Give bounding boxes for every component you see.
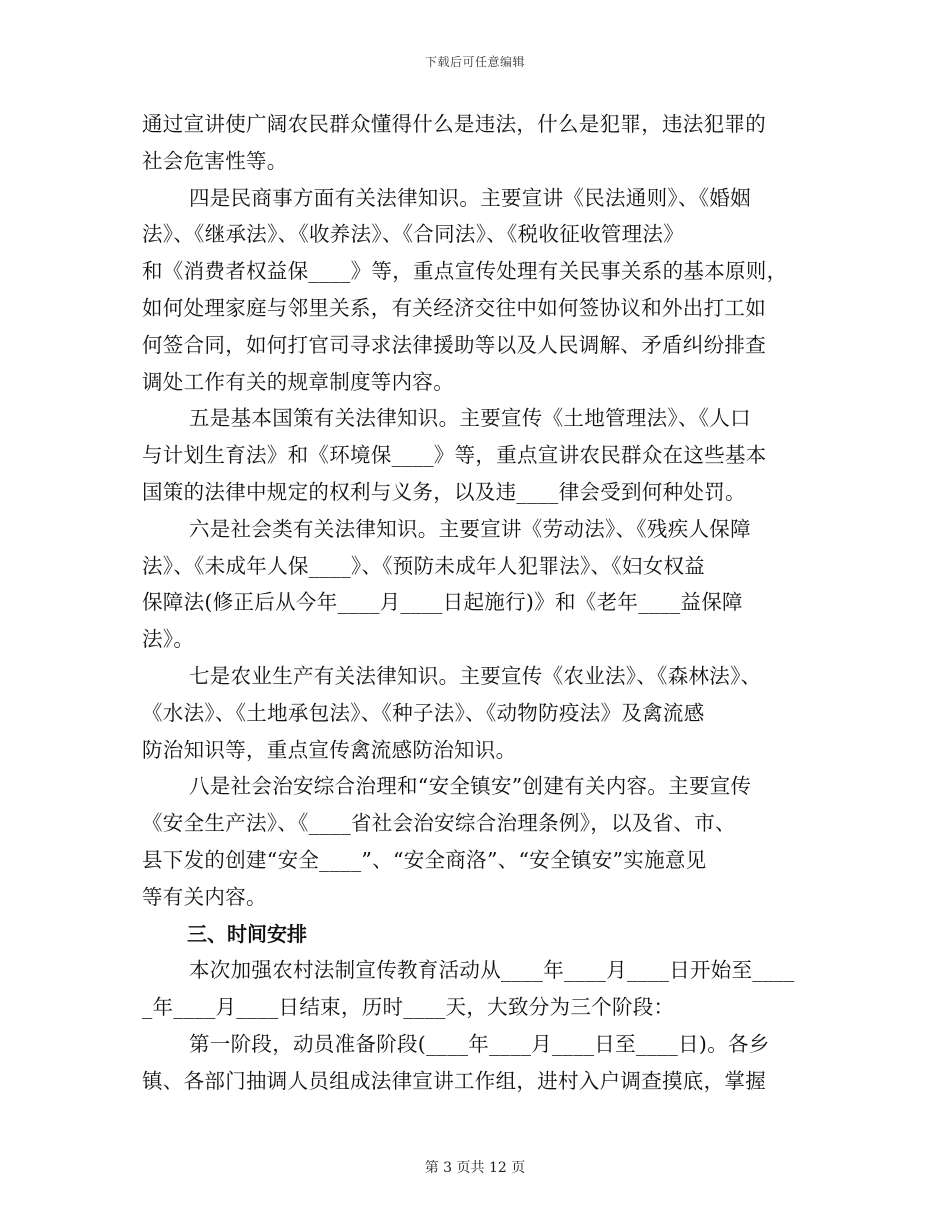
text-line: 镇、各部门抽调人员组成法律宣讲工作组，进村入户调查摸底，掌握 bbox=[142, 1068, 766, 1093]
text-line: _年____月____日结束，历时____天，大致分为三个阶段： bbox=[142, 995, 675, 1020]
text-line: 与计划生育法》和《环境保____》等，重点宣讲农民群众在这些基本 bbox=[142, 443, 767, 468]
text-line: 法》、《未成年人保____》、《预防未成年人犯罪法》、《妇女权益 bbox=[142, 553, 706, 578]
text-line: 本次加强农村法制宣传教育活动从____年____月____日开始至____ bbox=[189, 958, 795, 983]
page-number: 第 3 页共 12 页 bbox=[424, 1160, 526, 1176]
text-line: 六是社会类有关法律知识。主要宣讲《劳动法》、《残疾人保障 bbox=[189, 516, 751, 541]
text-line: 五是基本国策有关法律知识。主要宣传《土地管理法》、《人口 bbox=[189, 406, 751, 431]
text-line: 《安全生产法》、《____省社会治安综合治理条例》，以及省、市、 bbox=[142, 811, 736, 836]
text-line: 和《消费者权益保____》等，重点宣传处理有关民事关系的基本原则， bbox=[142, 259, 788, 284]
text-line: 七是农业生产有关法律知识。主要宣传《农业法》、《森林法》、 bbox=[189, 663, 762, 688]
text-line: 八是社会治安综合治理和“安全镇安”创建有关内容。主要宣传 bbox=[189, 774, 752, 799]
text-line: 等有关内容。 bbox=[142, 884, 267, 909]
text-line: 法》、《继承法》、《收养法》、《合同法》、《税收征收管理法》 bbox=[142, 222, 684, 247]
text-line: 通过宣讲使广阔农民群众懂得什么是违法，什么是犯罪，违法犯罪的 bbox=[142, 112, 766, 136]
section-heading: 三、时间安排 bbox=[187, 921, 307, 946]
text-line: 社会危害性等。 bbox=[142, 148, 288, 173]
text-line: 法》。 bbox=[142, 627, 195, 652]
document-body bbox=[142, 106, 810, 1100]
text-line: 何签合同，如何打官司寻求法律援助等以及人民调解、矛盾纠纷排查 bbox=[142, 332, 766, 357]
text-line: 调处工作有关的规章制度等内容。 bbox=[142, 369, 454, 394]
text-line: 国策的法律中规定的权利与义务，以及违____律会受到何种处罚。 bbox=[142, 479, 746, 504]
text-line: 第一阶段，动员准备阶段(____年____月____日至____日)。各乡 bbox=[189, 1031, 770, 1056]
text-line: 县下发的创建“安全____”、“安全商洛”、“安全镇安”实施意见 bbox=[142, 847, 707, 872]
text-line: 《水法》、《土地承包法》、《种子法》、《动物防疫法》及禽流感 bbox=[142, 700, 705, 725]
text-line: 保障法(修正后从今年____月____日起施行)》和《老年____益保障 bbox=[142, 590, 743, 615]
text-line: 如何处理家庭与邻里关系，有关经济交往中如何签协议和外出打工如 bbox=[142, 295, 766, 320]
text-line: 四是民商事方面有关法律知识。主要宣讲《民法通则》、《婚姻 bbox=[189, 185, 751, 210]
text-line: 防治知识等，重点宣传禽流感防治知识。 bbox=[142, 737, 517, 762]
page-header: 下载后可任意编辑 bbox=[424, 55, 525, 69]
